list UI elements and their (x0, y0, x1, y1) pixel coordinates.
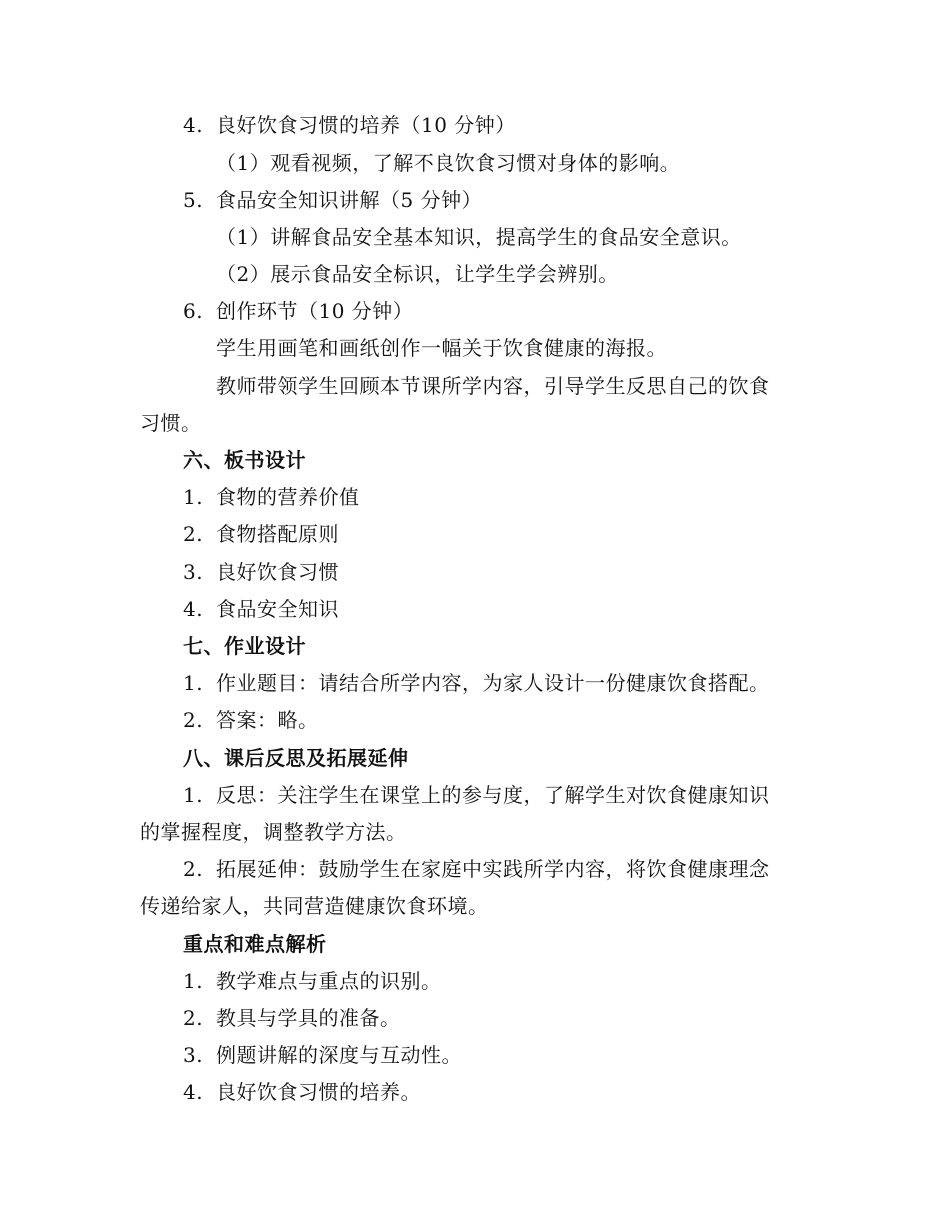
list-number: 2. (183, 1006, 204, 1030)
list-number: 2. (183, 708, 204, 732)
paragraph-text: 习惯。 (140, 411, 202, 435)
paragraph-text: （1）讲解食品安全基本知识，提高学生的食品安全意识。 (216, 225, 742, 249)
section-heading-reflection (183, 740, 409, 777)
paragraph-text: 教师带领学生回顾本节课所学内容，引导学生反思自己的饮食 (216, 374, 770, 398)
list-number: 1. (183, 783, 204, 807)
list-item-activity-4 (183, 107, 516, 144)
list-text: 反思：关注学生在课堂上的参与度，了解学生对饮食健康知识 (216, 783, 770, 807)
list-item (183, 591, 339, 628)
list-text: 食品安全知识讲解（5 分钟） (216, 188, 483, 212)
paragraph-text: 的掌握程度，调整教学方法。 (140, 820, 407, 844)
list-text: 作业题目：请结合所学内容，为家人设计一份健康饮食搭配。 (216, 671, 770, 695)
paragraph-text: （2）展示食品安全标识，让学生学会辨别。 (216, 262, 619, 286)
list-item (183, 516, 339, 553)
list-number: 1. (183, 485, 204, 509)
list-text: 食物的营养价值 (216, 485, 360, 509)
section-heading-homework (183, 628, 306, 665)
list-text: 良好饮食习惯的培养。 (216, 1080, 421, 1104)
list-item (183, 702, 319, 739)
list-number: 1. (183, 671, 204, 695)
heading-text: 八、课后反思及拓展延伸 (183, 746, 409, 770)
list-item-activity-6 (183, 293, 413, 330)
list-item-activity-5 (183, 182, 482, 219)
list-item (183, 851, 770, 888)
list-item (183, 479, 360, 516)
section-heading-key-points (183, 926, 327, 963)
list-item (183, 1000, 401, 1037)
heading-text: 七、作业设计 (183, 634, 306, 658)
paragraph-line (140, 814, 407, 851)
section-heading-board-design (183, 442, 306, 479)
paragraph-text: （1）观看视频，了解不良饮食习惯对身体的影响。 (216, 151, 681, 175)
list-text: 食物搭配原则 (216, 522, 339, 546)
list-item (183, 777, 770, 814)
list-text: 良好饮食习惯 (216, 560, 339, 584)
list-item (183, 963, 442, 1000)
list-item (183, 554, 339, 591)
list-number: 2. (183, 522, 204, 546)
list-text: 创作环节（10 分钟） (216, 299, 414, 323)
list-text: 教具与学具的准备。 (216, 1006, 401, 1030)
paragraph-line (140, 405, 202, 442)
sub-item (216, 256, 619, 293)
list-number: 4. (183, 113, 204, 137)
sub-item (216, 219, 742, 256)
list-text: 答案：略。 (216, 708, 319, 732)
list-item (183, 665, 770, 702)
list-text: 拓展延伸：鼓励学生在家庭中实践所学内容，将饮食健康理念 (216, 857, 770, 881)
list-item (183, 1074, 421, 1111)
paragraph-line (140, 888, 489, 925)
paragraph-text: 传递给家人，共同营造健康饮食环境。 (140, 894, 489, 918)
list-text: 教学难点与重点的识别。 (216, 969, 442, 993)
list-text: 食品安全知识 (216, 597, 339, 621)
paragraph-text: 学生用画笔和画纸创作一幅关于饮食健康的海报。 (216, 336, 667, 360)
list-number: 4. (183, 1080, 204, 1104)
list-text: 例题讲解的深度与互动性。 (216, 1043, 462, 1067)
list-text: 良好饮食习惯的培养（10 分钟） (216, 113, 516, 137)
sub-item (216, 145, 680, 182)
heading-text: 六、板书设计 (183, 448, 306, 472)
list-number: 3. (183, 1043, 204, 1067)
paragraph-line (216, 330, 667, 367)
heading-text: 重点和难点解析 (183, 932, 327, 956)
list-number: 1. (183, 969, 204, 993)
list-number: 6. (183, 299, 204, 323)
list-number: 4. (183, 597, 204, 621)
list-number: 5. (183, 188, 204, 212)
list-item (183, 1037, 462, 1074)
paragraph-line (216, 368, 770, 405)
list-number: 2. (183, 857, 204, 881)
list-number: 3. (183, 560, 204, 584)
